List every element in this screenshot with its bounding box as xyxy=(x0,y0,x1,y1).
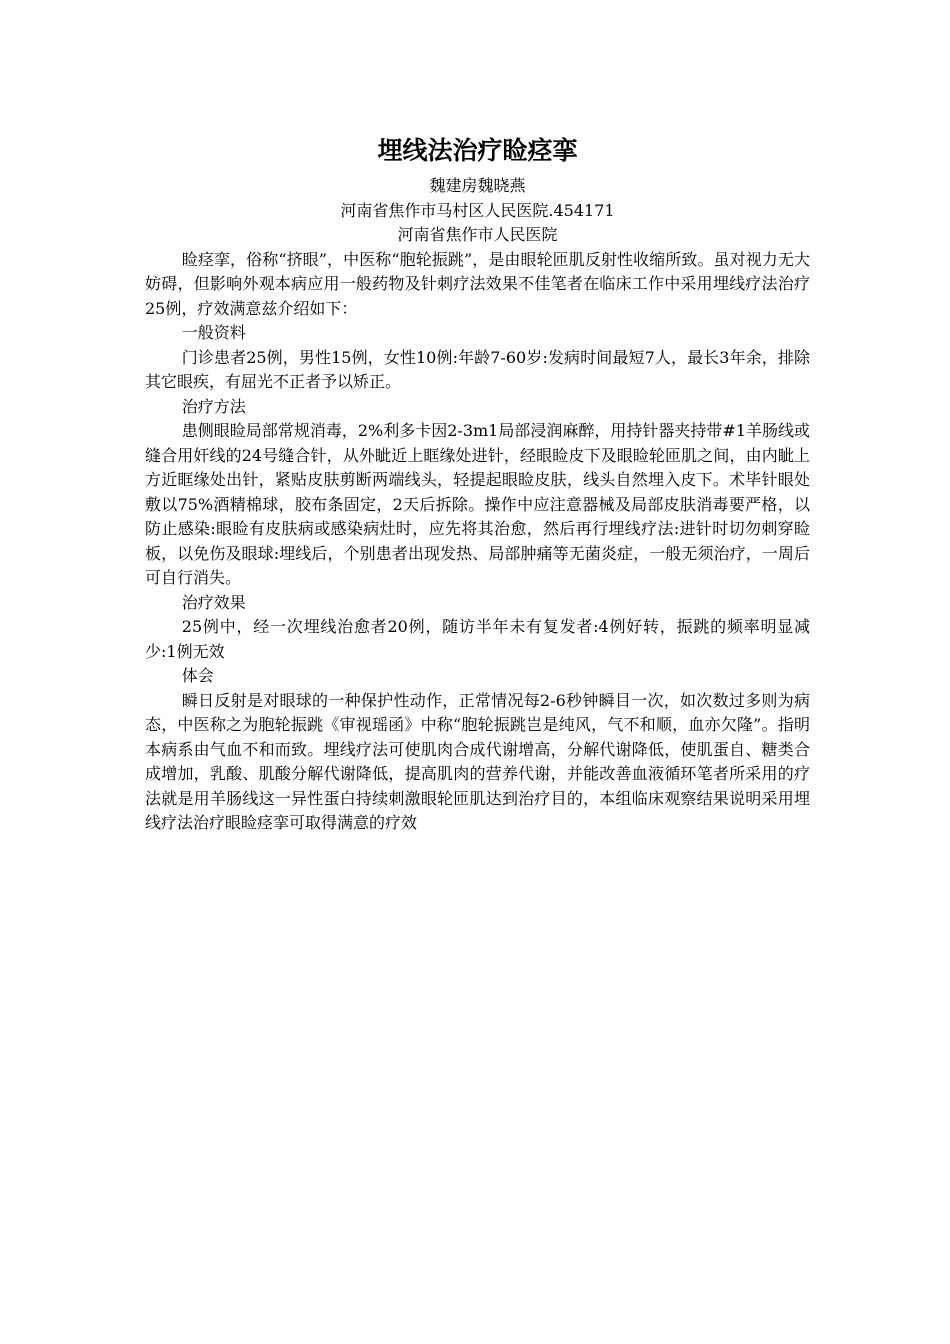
section-heading-result: 治疗效果 xyxy=(181,592,246,612)
affiliation-line-1: 河南省焦作市马村区人民医院.454171 xyxy=(340,200,615,220)
section-body-general: 门诊患者25例，男性15例，女性10例:年龄7-60岁:发病时间最短7人，最长3年余，排除其它眼疾，有屈光不正者予以矫正。 xyxy=(145,347,810,391)
section-heading-discussion: 体会 xyxy=(181,666,214,685)
author-line: 魏建房魏晓燕 xyxy=(429,176,526,195)
document-page xyxy=(145,132,810,836)
section-heading-general: 一般资料 xyxy=(181,323,246,342)
section-body-method: 患侧眼睑局部常规消毒，2%利多卡因2-3m1局部浸润麻醉，用持针器夹持带#1羊肠线或缝合用奸线的24号缝合针，从外眦近上眶缘处进针，经眼睑皮下及眼睑轮匝肌之间，由内眦上方近眶缘处出针，紧贴皮肤剪断两端线头，轻提起眼睑皮肤，线头自然埋入皮下。术毕针眼处敷以75%酒精棉球，胶布条固定，2天后拆除。操作中应注意器械及局部皮肤消毒要严格，以防止感染:眼睑有皮肤病或感染病灶时，应先将其治愈，然后再行埋线疗法:进针时切勿刺穿睑板，以免伤及眼球:埋线后，个别患者出现发热、局部肿痛等无菌炎症，一般无须治疗，一周后可自行消失。 xyxy=(145,421,810,587)
intro-paragraph: 睑痉挛，俗称“挤眼”，中医称“胞轮振跳”，是由眼轮匝肌反射性收缩所致。虽对视力无大妨碍，但影响外观本病应用一般药物及针刺疗法效果不佳笔者在临床工作中采用埋线疗法治疗25例，疗效满意兹介绍如下： xyxy=(145,249,810,318)
section-body-result: 25例中，经一次埋线治愈者20例，随访半年未有复发者:4例好转，振跳的频率明显减少:1例无效 xyxy=(145,617,810,661)
document-title: 埋线法治疗睑痉挛 xyxy=(377,136,578,165)
affiliation-line-2: 河南省焦作市人民医院 xyxy=(397,225,558,244)
section-body-discussion: 瞬日反射是对眼球的一种保护性动作，正常情况每2-6秒钟瞬目一次，如次数过多则为病态，中医称之为胞轮振跳《审视瑶函》中称“胞轮振跳岂是纯风，气不和顺，血亦欠隆”。指明本病系由气血不和而致。埋线疗法可使肌肉合成代谢增高，分解代谢降低，使肌蛋自、糖类合成增加，乳酸、肌酸分解代谢降低，提高肌肉的营养代谢，并能改善血液循环笔者所采用的疗法就是用羊肠线这一异性蛋白持续刺激眼轮匝肌达到治疗目的，本组临床观察结果说明采用埋线疗法治疗眼睑痉挛可取得满意的疗效 xyxy=(145,690,810,832)
section-heading-method: 治疗方法 xyxy=(181,396,246,416)
